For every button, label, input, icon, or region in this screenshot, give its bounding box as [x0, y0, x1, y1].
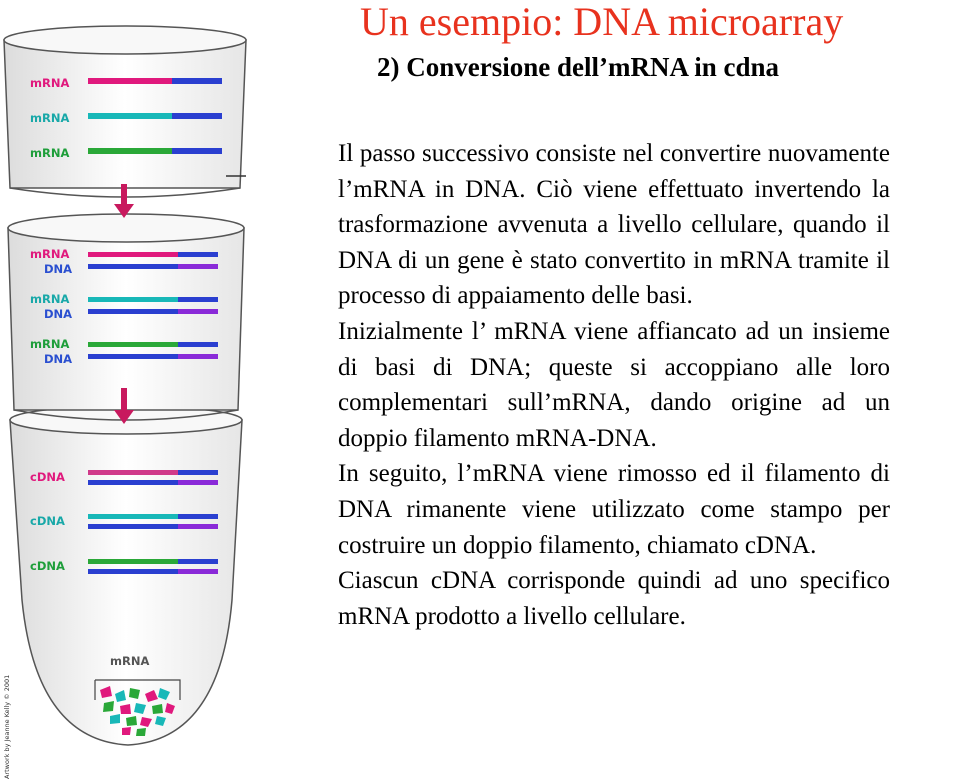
tube4-label: mRNA: [110, 654, 150, 668]
body-text: [338, 136, 890, 634]
tube1-label-3: mRNA: [30, 146, 70, 160]
tube2-label-6: DNA: [44, 352, 73, 366]
paragraph-3: In seguito, l’mRNA viene rimosso ed il filamento di DNA rimanente viene utilizzato come stampo per costruire un doppio filamento, chiamato cDNA.: [338, 460, 890, 559]
tube3-label-2: cDNA: [30, 514, 65, 528]
page-title: Un esempio: DNA microarray: [360, 0, 844, 44]
tube3-label-3: cDNA: [30, 559, 65, 573]
tube2-label-1: mRNA: [30, 247, 70, 261]
arrow-down-icon: [114, 184, 134, 218]
paragraph-2: Inizialmente l’ mRNA viene affiancato ad un insieme di basi di DNA; queste si accoppiano alle loro complementari sull’mRNA, dando origine ad un doppio filamento mRNA-DNA.: [338, 317, 890, 452]
tube2-label-3: mRNA: [30, 292, 70, 306]
tube2-label-5: mRNA: [30, 337, 70, 351]
tube2-label-4: DNA: [44, 307, 73, 321]
microarray-tubes-diagram: [0, 0, 330, 757]
tube2-label-2: DNA: [44, 262, 73, 276]
paragraph-4: Ciascun cDNA corrisponde quindi ad uno specifico mRNA prodotto a livello cellulare.: [338, 567, 890, 630]
paragraph-1: Il passo successivo consiste nel convertire nuovamente l’mRNA in DNA. Ciò viene effettuato invertendo la trasformazione avvenuta a livello cellulare, quando il DNA di un gene è stato convertito in mRNA tramite il processo di appaiamento delle basi.: [338, 140, 890, 310]
page-subtitle: 2) Conversione dell’mRNA in cdna: [377, 52, 780, 82]
tube3-label-1: cDNA: [30, 470, 65, 484]
tube1-label-1: mRNA: [30, 76, 70, 90]
artwork-credit: Artwork by Jeanne Kelly © 2001: [3, 674, 11, 779]
tube-4: [10, 406, 242, 745]
tube1-label-2: mRNA: [30, 111, 70, 125]
